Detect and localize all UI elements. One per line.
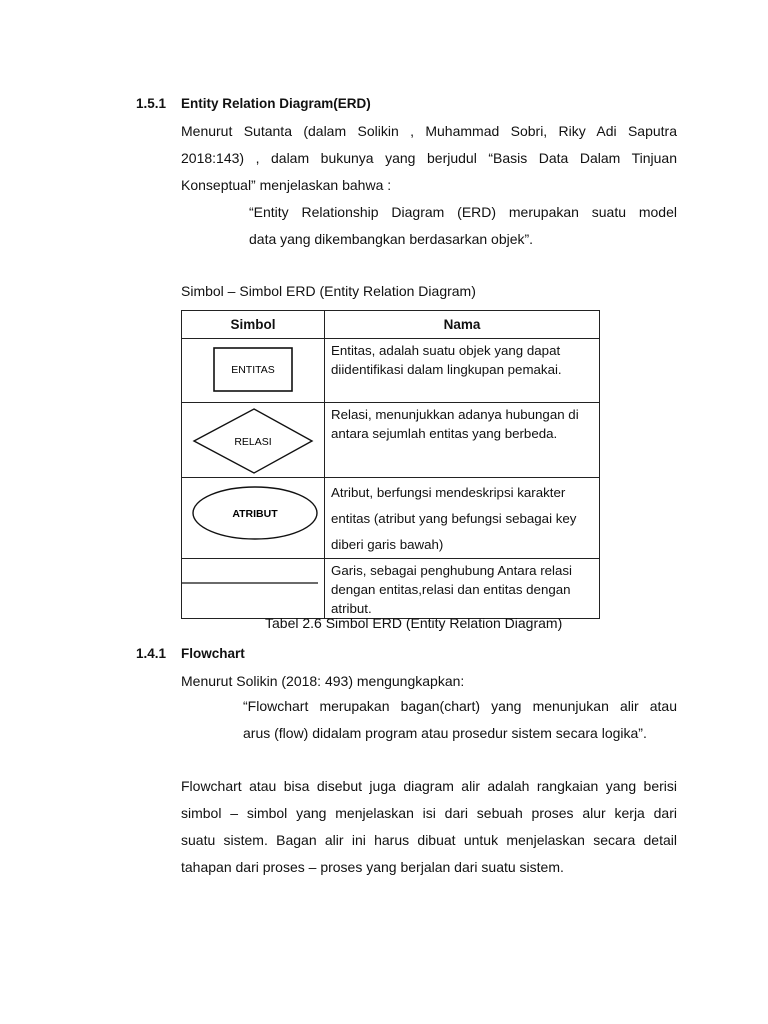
flowchart-quote-line-1: “Flowchart merupakan bagan(chart) yang menunjukan alir atau xyxy=(243,698,677,714)
erd-intro-line-3: Konseptual” menjelaskan bahwa : xyxy=(181,177,392,193)
flowchart-quote-line-2: arus (flow) didalam program atau prosedur sistem secara logika”. xyxy=(243,725,647,741)
flowchart-paragraph-line-3: suatu sistem. Bagan alir ini harus dibuat untuk menjelaskan secara detail xyxy=(181,832,677,848)
line-symbol xyxy=(182,559,324,617)
symbol-cell xyxy=(182,403,325,478)
table-header-row xyxy=(182,311,600,339)
flowchart-paragraph-line-1: Flowchart atau bisa disebut juga diagram alir adalah rangkaian yang berisi xyxy=(181,778,677,794)
relation-symbol-label: RELASI xyxy=(234,436,272,448)
table-row xyxy=(182,339,600,403)
header-nama: Nama xyxy=(325,311,600,339)
erd-table-caption: Tabel 2.6 Simbol ERD (Entity Relation Diagram) xyxy=(265,615,563,631)
flowchart-paragraph-line-4: tahapan dari proses – proses yang berjalan dari suatu sistem. xyxy=(181,859,564,875)
entity-description: Entitas, adalah suatu objek yang dapat diidentifikasi dalam lingkupan pemakai. xyxy=(325,339,600,403)
symbol-cell xyxy=(182,478,325,559)
erd-intro-line-2: 2018:143) , dalam bukunya yang berjudul “Basis Data Dalam Tinjuan xyxy=(181,150,677,166)
relation-description: Relasi, menunjukkan adanya hubungan di antara sejumlah entitas yang berbeda. xyxy=(325,403,600,478)
flowchart-intro: Menurut Solikin (2018: 493) mengungkapkan: xyxy=(181,673,465,689)
table-row xyxy=(182,403,600,478)
attribute-description: Atribut, berfungsi mendeskripsi karakter entitas (atribut yang befungsi sebagai key diberi garis bawah) xyxy=(325,478,600,559)
table-row xyxy=(182,478,600,559)
erd-quote-line-1: “Entity Relationship Diagram (ERD) merupakan suatu model xyxy=(249,204,677,220)
entity-rectangle-symbol xyxy=(182,339,324,402)
header-simbol: Simbol xyxy=(182,311,325,339)
line-description: Garis, sebagai penghubung Antara relasi dengan entitas,relasi dan entitas dengan atribut. xyxy=(325,559,600,619)
section-flowchart-number: 1.4.1 xyxy=(136,646,167,661)
relation-diamond-symbol xyxy=(182,403,324,477)
erd-table-intro: Simbol – Simbol ERD (Entity Relation Diagram) xyxy=(181,283,476,299)
flowchart-paragraph-line-2: simbol – simbol yang menjelaskan isi dari sebuah proses alur kerja dari xyxy=(181,805,677,821)
attribute-symbol-label: ATRIBUT xyxy=(232,508,278,520)
section-erd-title: Entity Relation Diagram(ERD) xyxy=(181,96,371,111)
section-erd-number: 1.5.1 xyxy=(136,96,167,111)
entity-symbol-label: ENTITAS xyxy=(231,364,275,376)
section-flowchart-title: Flowchart xyxy=(181,646,245,661)
erd-quote-line-2: data yang dikembangkan berdasarkan objek”. xyxy=(249,231,534,247)
attribute-ellipse-symbol xyxy=(182,478,324,558)
erd-intro-line-1: Menurut Sutanta (dalam Solikin , Muhammad Sobri, Riky Adi Saputra xyxy=(181,123,677,139)
erd-symbol-table xyxy=(181,310,600,619)
symbol-cell xyxy=(182,339,325,403)
